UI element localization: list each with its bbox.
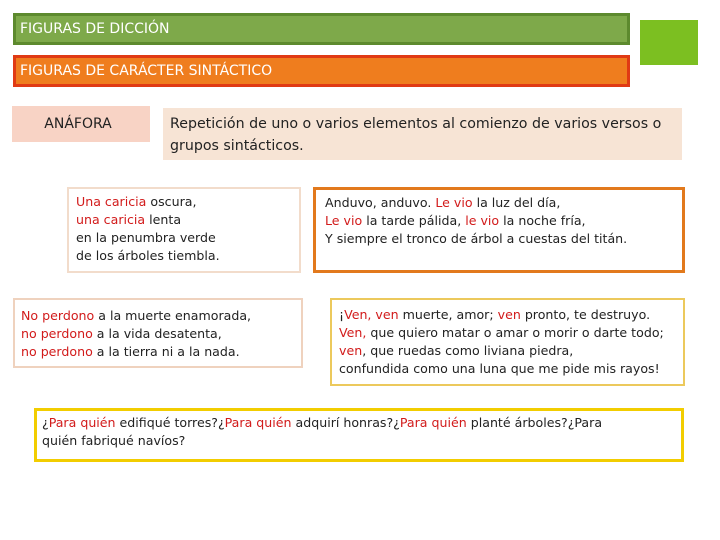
verse-line — [76, 193, 299, 211]
section-title: FIGURAS DE CARÁCTER SINTÁCTICO — [20, 63, 273, 79]
definition-box — [163, 108, 682, 160]
verse-text: la luz del día, — [472, 195, 561, 210]
subtitle-bar — [13, 55, 630, 87]
figure-name-label — [12, 106, 150, 142]
example-box-5 — [34, 408, 684, 462]
figure-name: ANÁFORA — [44, 116, 112, 132]
anaphora-highlight: Para quién — [399, 415, 467, 430]
verse-line — [339, 342, 683, 360]
anaphora-highlight: No perdono — [21, 308, 95, 323]
verse-line — [21, 343, 301, 361]
anaphora-highlight: Ven, ven — [344, 307, 399, 322]
anaphora-highlight: no perdono — [21, 326, 93, 341]
verse-line — [21, 325, 301, 343]
anaphora-highlight: Ven, — [339, 325, 367, 340]
example-box-2 — [313, 187, 685, 273]
verse-line — [325, 194, 682, 212]
verse-text: edifiqué torres?¿ — [115, 415, 225, 430]
verse-text: la tarde pálida, — [362, 213, 466, 228]
anaphora-highlight: le vio — [465, 213, 500, 228]
anaphora-highlight: ven — [497, 307, 521, 322]
verse-text: a la muerte enamorada, — [94, 308, 252, 323]
verse-line — [76, 211, 299, 229]
verse-text: Anduvo, anduvo. — [325, 195, 436, 210]
verse-text: la noche fría, — [499, 213, 586, 228]
verse-text: que quiero matar o amar o morir o darte todo; — [366, 325, 664, 340]
anaphora-highlight: Para quién — [224, 415, 292, 430]
verse-text: pronto, te destruyo. — [520, 307, 651, 322]
verse-line: Y siempre el tronco de árbol a cuestas del titán. — [325, 231, 628, 246]
verse-line: quién fabriqué navíos? — [42, 433, 186, 448]
anaphora-highlight: Una caricia — [76, 194, 147, 209]
verse-text: muerte, amor; — [398, 307, 498, 322]
anaphora-highlight: ven — [339, 343, 363, 358]
definition-line: grupos sintácticos. — [170, 138, 304, 154]
verse-line: confundida como una luna que me pide mis rayos! — [339, 361, 660, 376]
example-box-4 — [330, 298, 685, 386]
verse-text: a la vida desatenta, — [92, 326, 222, 341]
verse-text: oscura, — [146, 194, 197, 209]
verse-text: ¿ — [42, 415, 49, 430]
anaphora-highlight: Le vio — [435, 195, 473, 210]
verse-line: en la penumbra verde — [76, 230, 216, 245]
verse-line — [21, 307, 301, 325]
anaphora-highlight: una caricia — [76, 212, 146, 227]
verse-line — [339, 324, 683, 342]
verse-line — [42, 414, 681, 432]
anaphora-highlight: Para quién — [48, 415, 116, 430]
verse-text: ¡ — [339, 307, 345, 322]
verse-line — [325, 212, 682, 230]
verse-line — [339, 306, 683, 324]
definition-line: Repetición de uno o varios elementos al comienzo de varios versos o — [170, 116, 662, 132]
example-box-3 — [13, 298, 303, 368]
title-bar — [13, 13, 630, 45]
anaphora-highlight: no perdono — [21, 344, 93, 359]
anaphora-highlight: Le vio — [325, 213, 363, 228]
verse-text: lenta — [145, 212, 182, 227]
verse-text: adquirí honras?¿ — [291, 415, 400, 430]
page-title: FIGURAS DE DICCIÓN — [20, 21, 170, 37]
verse-line: de los árboles tiembla. — [76, 248, 220, 263]
accent-square — [640, 20, 698, 65]
verse-text: planté árboles?¿Para — [466, 415, 603, 430]
example-box-1 — [67, 187, 301, 273]
verse-text: a la tierra ni a la nada. — [92, 344, 240, 359]
verse-text: , que ruedas como liviana piedra, — [362, 343, 574, 358]
